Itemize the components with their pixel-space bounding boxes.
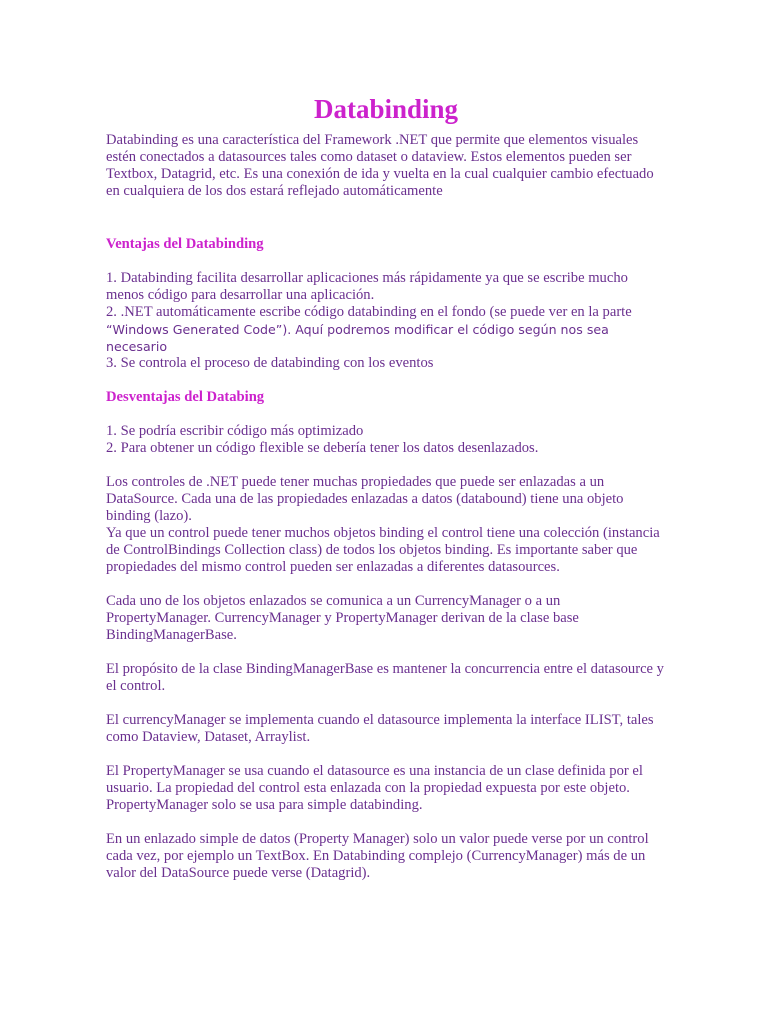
spacer xyxy=(106,200,666,236)
controles-paragraph-1: Los controles de .NET puede tener muchas propiedades que puede ser enlazadas a un DataSource. Cada una de las propiedades enlazadas a datos (databound) tiene una objeto binding (lazo). xyxy=(106,474,624,524)
spacer xyxy=(106,695,666,712)
currency-paragraph: El currencyManager se implementa cuando el datasource implementa la interface ILIST, tales como Dataview, Dataset, Arraylist. xyxy=(106,712,654,745)
ventajas-item-1: 1. Databinding facilita desarrollar aplicaciones más rápidamente ya que se escribe mucho menos código para desarrollar una aplicación. xyxy=(106,270,628,303)
spacer xyxy=(106,814,666,831)
spacer xyxy=(106,644,666,661)
intro-paragraph: Databinding es una característica del Framework .NET que permite que elementos visuales estén conectados a datasources tales como dataset o dataview. Estos elementos pueden ser Textbox, Datagrid, etc. Es una conexión de ida y vuelta en la cual cualquier cambio efectuado en cualquiera de los dos estará reflejado automáticamente xyxy=(106,132,654,199)
spacer xyxy=(106,372,666,389)
enlazado-paragraph: En un enlazado simple de datos (Property Manager) solo un valor puede verse por un control cada vez, por ejemplo un TextBox. En Databinding complejo (CurrencyManager) más de un valor del DataSource puede verse (Datagrid). xyxy=(106,831,649,881)
spacer xyxy=(106,457,666,474)
page-title: Databinding xyxy=(313,94,459,124)
spacer xyxy=(106,406,666,423)
ventajas-item-2 xyxy=(106,304,666,355)
spacer xyxy=(106,576,666,593)
cada-uno-paragraph: Cada uno de los objetos enlazados se comunica a un CurrencyManager o a un PropertyManager. CurrencyManager y PropertyManager derivan de la clase base BindingManagerBase. xyxy=(106,593,579,643)
ventajas-item-2-end: “Windows Generated Code”). Aquí podremos modificar el código según nos sea necesario xyxy=(106,322,609,354)
desventajas-item-1: 1. Se podría escribir código más optimizado xyxy=(106,423,364,439)
proposito-paragraph: El propósito de la clase BindingManagerBase es mantener la concurrencia entre el datasource y el control. xyxy=(106,661,664,694)
ventajas-item-2-start: 2. .NET automáticamente escribe código databinding en el fondo (se puede ver en la parte xyxy=(106,304,632,320)
desventajas-heading: Desventajas del Databing xyxy=(106,389,265,405)
property-paragraph: El PropertyManager se usa cuando el datasource es una instancia de un clase definida por el usuario. La propiedad del control esta enlazada con la propiedad expuesta por este objeto. PropertyManager solo se usa para simple databinding. xyxy=(106,763,643,813)
spacer xyxy=(106,253,666,270)
spacer xyxy=(106,746,666,763)
ventajas-heading: Ventajas del Databinding xyxy=(106,236,264,252)
ventajas-item-3: 3. Se controla el proceso de databinding con los eventos xyxy=(106,355,434,371)
document-page xyxy=(106,92,666,882)
desventajas-item-2: 2. Para obtener un código flexible se debería tener los datos desenlazados. xyxy=(106,440,539,456)
controles-paragraph-2: Ya que un control puede tener muchos objetos binding el control tiene una colección (instancia de ControlBindings Collection class) de todos los objetos binding. Es importante saber que propiedades del mismo control pueden ser enlazadas a diferentes datasources. xyxy=(106,525,660,575)
